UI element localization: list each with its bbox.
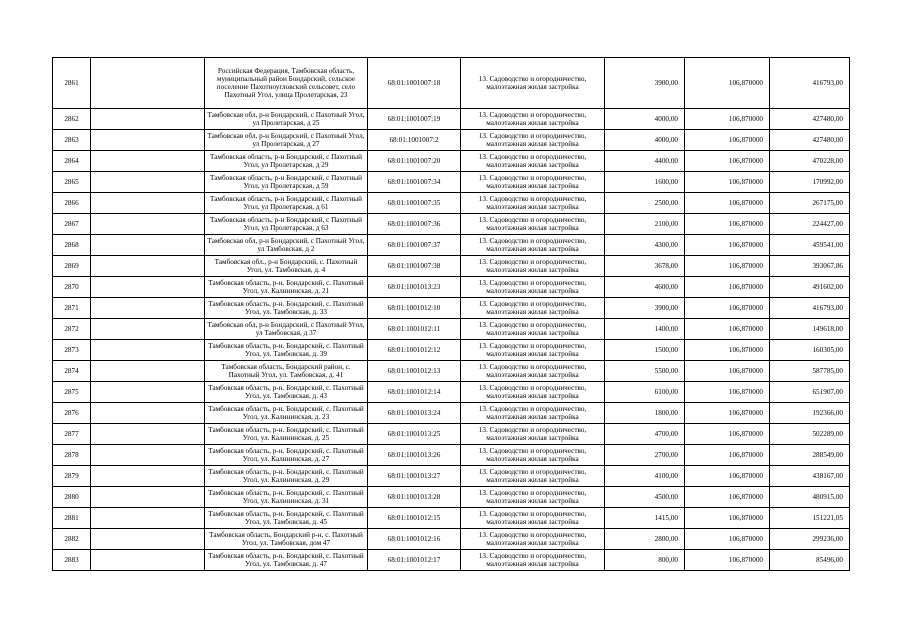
area-cell: 4100,00 bbox=[605, 466, 685, 487]
blank-cell bbox=[91, 361, 205, 382]
specific-value-cell: 106,870000 bbox=[685, 508, 770, 529]
land-use-cell: 13. Садоводство и огородничество, малоэтажная жилая застройка bbox=[461, 529, 605, 550]
area-cell: 1415,00 bbox=[605, 508, 685, 529]
blank-cell bbox=[91, 193, 205, 214]
cadastral-value-cell: 393067,86 bbox=[770, 256, 850, 277]
address-cell: Тамбовская область, р-н. Бондарский, с. Пахотный Угол, ул. Калининская, д. 21 bbox=[205, 277, 368, 298]
specific-value-cell: 106,870000 bbox=[685, 445, 770, 466]
area-cell: 1800,00 bbox=[605, 403, 685, 424]
specific-value-cell: 106,870000 bbox=[685, 214, 770, 235]
specific-value-cell: 106,870000 bbox=[685, 340, 770, 361]
specific-value-cell: 106,870000 bbox=[685, 529, 770, 550]
land-use-cell: 13. Садоводство и огородничество, малоэтажная жилая застройка bbox=[461, 298, 605, 319]
cadastral-number-cell: 68:01:1001007:20 bbox=[368, 151, 461, 172]
area-cell: 800,00 bbox=[605, 550, 685, 571]
area-cell: 4000,00 bbox=[605, 130, 685, 151]
blank-cell bbox=[91, 529, 205, 550]
address-cell: Тамбовская обл, р-н Бондарский, с Пахотный Угол, ул Тамбовская, д 2 bbox=[205, 235, 368, 256]
blank-cell bbox=[91, 403, 205, 424]
table-row bbox=[53, 58, 850, 109]
area-cell: 4500,00 bbox=[605, 487, 685, 508]
cadastral-number-cell: 68:01:1001012:16 bbox=[368, 529, 461, 550]
cadastral-number-cell: 68:01:1001013:28 bbox=[368, 487, 461, 508]
row-number-cell: 2879 bbox=[53, 466, 91, 487]
row-number-cell: 2865 bbox=[53, 172, 91, 193]
specific-value-cell: 106,870000 bbox=[685, 172, 770, 193]
area-cell: 1400,00 bbox=[605, 319, 685, 340]
specific-value-cell: 106,870000 bbox=[685, 298, 770, 319]
address-cell: Тамбовская область, р-н. Бондарский, с. Пахотный Угол, ул. Тамбовская, д. 47 bbox=[205, 550, 368, 571]
address-cell: Российская Федерация, Тамбовская область, муниципальный район Бондарский, сельское поселение Пахотноугловский сельсовет, село Пахотный Угол, улица Пролетарская, 23 bbox=[205, 58, 368, 109]
row-number-cell: 2876 bbox=[53, 403, 91, 424]
specific-value-cell: 106,870000 bbox=[685, 151, 770, 172]
row-number-cell: 2873 bbox=[53, 340, 91, 361]
cadastral-number-cell: 68:01:1001007:38 bbox=[368, 256, 461, 277]
cadastral-value-cell: 288549,00 bbox=[770, 445, 850, 466]
table-row bbox=[53, 151, 850, 172]
row-number-cell: 2880 bbox=[53, 487, 91, 508]
area-cell: 2700,00 bbox=[605, 445, 685, 466]
address-cell: Тамбовская область, р-н. Бондарский, с. Пахотный Угол, ул. Калининская, д. 29 bbox=[205, 466, 368, 487]
land-use-cell: 13. Садоводство и огородничество, малоэтажная жилая застройка bbox=[461, 151, 605, 172]
table-row bbox=[53, 340, 850, 361]
land-use-cell: 13. Садоводство и огородничество, малоэтажная жилая застройка bbox=[461, 466, 605, 487]
cadastral-number-cell: 68:01:1001013:26 bbox=[368, 445, 461, 466]
area-cell: 4600,00 bbox=[605, 277, 685, 298]
cadastral-value-cell: 416793,00 bbox=[770, 298, 850, 319]
cadastral-value-cell: 299236,00 bbox=[770, 529, 850, 550]
cadastral-value-table bbox=[52, 57, 850, 571]
land-use-cell: 13. Садоводство и огородничество, малоэтажная жилая застройка bbox=[461, 508, 605, 529]
cadastral-value-cell: 192366,00 bbox=[770, 403, 850, 424]
table-row bbox=[53, 424, 850, 445]
table-row bbox=[53, 235, 850, 256]
table-row bbox=[53, 130, 850, 151]
row-number-cell: 2872 bbox=[53, 319, 91, 340]
land-use-cell: 13. Садоводство и огородничество, малоэтажная жилая застройка bbox=[461, 487, 605, 508]
table-row bbox=[53, 298, 850, 319]
blank-cell bbox=[91, 151, 205, 172]
area-cell: 2500,00 bbox=[605, 193, 685, 214]
cadastral-value-cell: 85496,00 bbox=[770, 550, 850, 571]
address-cell: Тамбовская область, р-н. Бондарский, с. Пахотный Угол, ул. Тамбовская, д. 45 bbox=[205, 508, 368, 529]
specific-value-cell: 106,870000 bbox=[685, 130, 770, 151]
table-row bbox=[53, 109, 850, 130]
cadastral-value-cell: 502289,00 bbox=[770, 424, 850, 445]
table-row bbox=[53, 508, 850, 529]
specific-value-cell: 106,870000 bbox=[685, 487, 770, 508]
blank-cell bbox=[91, 319, 205, 340]
cadastral-number-cell: 68:01:1001007:18 bbox=[368, 58, 461, 109]
area-cell: 5500,00 bbox=[605, 361, 685, 382]
land-use-cell: 13. Садоводство и огородничество, малоэтажная жилая застройка bbox=[461, 319, 605, 340]
document-page bbox=[52, 57, 849, 571]
cadastral-value-cell: 151221,05 bbox=[770, 508, 850, 529]
blank-cell bbox=[91, 214, 205, 235]
blank-cell bbox=[91, 277, 205, 298]
blank-cell bbox=[91, 256, 205, 277]
address-cell: Тамбовская обл, р-н Бондарский, с Пахотный Угол, ул Пролетарская, д 27 bbox=[205, 130, 368, 151]
land-use-cell: 13. Садоводство и огородничество, малоэтажная жилая застройка bbox=[461, 193, 605, 214]
cadastral-number-cell: 68:01:1001007:37 bbox=[368, 235, 461, 256]
address-cell: Тамбовская область, Бондарский р-н, с. Пахотный Угол, ул. Тамбовская, дом 47 bbox=[205, 529, 368, 550]
specific-value-cell: 106,870000 bbox=[685, 424, 770, 445]
cadastral-number-cell: 68:01:1001007:34 bbox=[368, 172, 461, 193]
land-use-cell: 13. Садоводство и огородничество, малоэтажная жилая застройка bbox=[461, 58, 605, 109]
table-row bbox=[53, 172, 850, 193]
blank-cell bbox=[91, 298, 205, 319]
address-cell: Тамбовская область, р-н Бондарский, с Пахотный Угол, ул Пролетарская, д 59 bbox=[205, 172, 368, 193]
table-row bbox=[53, 466, 850, 487]
cadastral-number-cell: 68:01:1001007:2 bbox=[368, 130, 461, 151]
row-number-cell: 2877 bbox=[53, 424, 91, 445]
cadastral-number-cell: 68:01:1001007:35 bbox=[368, 193, 461, 214]
land-use-cell: 13. Садоводство и огородничество, малоэтажная жилая застройка bbox=[461, 403, 605, 424]
blank-cell bbox=[91, 172, 205, 193]
cadastral-number-cell: 68:01:1001012:17 bbox=[368, 550, 461, 571]
blank-cell bbox=[91, 424, 205, 445]
land-use-cell: 13. Садоводство и огородничество, малоэтажная жилая застройка bbox=[461, 361, 605, 382]
specific-value-cell: 106,870000 bbox=[685, 403, 770, 424]
address-cell: Тамбовская область, р-н. Бондарский, с. Пахотный Угол, ул. Тамбовская, д. 43 bbox=[205, 382, 368, 403]
area-cell: 4000,00 bbox=[605, 109, 685, 130]
cadastral-number-cell: 68:01:1001013:23 bbox=[368, 277, 461, 298]
table-row bbox=[53, 550, 850, 571]
blank-cell bbox=[91, 466, 205, 487]
area-cell: 1500,00 bbox=[605, 340, 685, 361]
cadastral-value-cell: 470228,00 bbox=[770, 151, 850, 172]
land-use-cell: 13. Садоводство и огородничество, малоэтажная жилая застройка bbox=[461, 256, 605, 277]
area-cell: 4300,00 bbox=[605, 235, 685, 256]
address-cell: Тамбовская область, р-н. Бондарский, с. Пахотный Угол, ул. Калининская, д. 27 bbox=[205, 445, 368, 466]
blank-cell bbox=[91, 487, 205, 508]
row-number-cell: 2863 bbox=[53, 130, 91, 151]
cadastral-number-cell: 68:01:1001012:13 bbox=[368, 361, 461, 382]
cadastral-value-cell: 459541,00 bbox=[770, 235, 850, 256]
address-cell: Тамбовская обл, р-н Бондарский, с Пахотный Угол, ул Тамбовская, д 37 bbox=[205, 319, 368, 340]
blank-cell bbox=[91, 340, 205, 361]
specific-value-cell: 106,870000 bbox=[685, 58, 770, 109]
specific-value-cell: 106,870000 bbox=[685, 277, 770, 298]
address-cell: Тамбовская обл., р-н Бондарский, с. Пахотный Угол, ул. Тамбовская, д. 4 bbox=[205, 256, 368, 277]
blank-cell bbox=[91, 445, 205, 466]
address-cell: Тамбовская область, р-н Бондарский, с Пахотный Угол, ул Пролетарская, д 29 bbox=[205, 151, 368, 172]
address-cell: Тамбовская область, р-н. Бондарский, с. Пахотный Угол, ул. Калининская, д. 23 bbox=[205, 403, 368, 424]
table-row bbox=[53, 382, 850, 403]
table-row bbox=[53, 193, 850, 214]
specific-value-cell: 106,870000 bbox=[685, 382, 770, 403]
land-use-cell: 13. Садоводство и огородничество, малоэтажная жилая застройка bbox=[461, 235, 605, 256]
address-cell: Тамбовская область, р-н. Бондарский, с. Пахотный Угол, ул. Тамбовская, д. 33 bbox=[205, 298, 368, 319]
row-number-cell: 2861 bbox=[53, 58, 91, 109]
row-number-cell: 2864 bbox=[53, 151, 91, 172]
row-number-cell: 2862 bbox=[53, 109, 91, 130]
cadastral-value-cell: 587785,00 bbox=[770, 361, 850, 382]
address-cell: Тамбовская обл, р-н Бондарский, с Пахотный Угол, ул Пролетарская, д 25 bbox=[205, 109, 368, 130]
area-cell: 1600,00 bbox=[605, 172, 685, 193]
land-use-cell: 13. Садоводство и огородничество, малоэтажная жилая застройка bbox=[461, 109, 605, 130]
table-row bbox=[53, 256, 850, 277]
blank-cell bbox=[91, 550, 205, 571]
address-cell: Тамбовская область, р-н Бондарский, с Пахотный Угол, ул Пролетарская, д 61 bbox=[205, 193, 368, 214]
cadastral-value-cell: 149618,00 bbox=[770, 319, 850, 340]
table-row bbox=[53, 445, 850, 466]
land-use-cell: 13. Садоводство и огородничество, малоэтажная жилая застройка bbox=[461, 382, 605, 403]
table-row bbox=[53, 361, 850, 382]
area-cell: 3678,00 bbox=[605, 256, 685, 277]
cadastral-value-cell: 480915,00 bbox=[770, 487, 850, 508]
area-cell: 2100,00 bbox=[605, 214, 685, 235]
area-cell: 2800,00 bbox=[605, 529, 685, 550]
specific-value-cell: 106,870000 bbox=[685, 235, 770, 256]
land-use-cell: 13. Садоводство и огородничество, малоэтажная жилая застройка bbox=[461, 424, 605, 445]
row-number-cell: 2868 bbox=[53, 235, 91, 256]
cadastral-number-cell: 68:01:1001012:10 bbox=[368, 298, 461, 319]
row-number-cell: 2874 bbox=[53, 361, 91, 382]
blank-cell bbox=[91, 382, 205, 403]
table-row bbox=[53, 487, 850, 508]
row-number-cell: 2881 bbox=[53, 508, 91, 529]
cadastral-value-cell: 438167,00 bbox=[770, 466, 850, 487]
table-row bbox=[53, 214, 850, 235]
land-use-cell: 13. Садоводство и огородничество, малоэтажная жилая застройка bbox=[461, 214, 605, 235]
cadastral-value-cell: 427480,00 bbox=[770, 109, 850, 130]
cadastral-number-cell: 68:01:1001012:11 bbox=[368, 319, 461, 340]
cadastral-value-cell: 491602,00 bbox=[770, 277, 850, 298]
specific-value-cell: 106,870000 bbox=[685, 550, 770, 571]
table-row bbox=[53, 529, 850, 550]
land-use-cell: 13. Садоводство и огородничество, малоэтажная жилая застройка bbox=[461, 130, 605, 151]
cadastral-number-cell: 68:01:1001007:19 bbox=[368, 109, 461, 130]
address-cell: Тамбовская область, р-н. Бондарский, с. Пахотный Угол, ул. Калининская, д. 25 bbox=[205, 424, 368, 445]
cadastral-number-cell: 68:01:1001013:25 bbox=[368, 424, 461, 445]
cadastral-value-cell: 224427,00 bbox=[770, 214, 850, 235]
address-cell: Тамбовская область, р-н. Бондарский, с. Пахотный Угол, ул. Калининская, д. 31 bbox=[205, 487, 368, 508]
land-use-cell: 13. Садоводство и огородничество, малоэтажная жилая застройка bbox=[461, 550, 605, 571]
blank-cell bbox=[91, 235, 205, 256]
row-number-cell: 2866 bbox=[53, 193, 91, 214]
blank-cell bbox=[91, 130, 205, 151]
land-use-cell: 13. Садоводство и огородничество, малоэтажная жилая застройка bbox=[461, 172, 605, 193]
specific-value-cell: 106,870000 bbox=[685, 109, 770, 130]
address-cell: Тамбовская область, р-н Бондарский, с Пахотный Угол, ул Пролетарская, д 63 bbox=[205, 214, 368, 235]
cadastral-value-cell: 651907,00 bbox=[770, 382, 850, 403]
land-use-cell: 13. Садоводство и огородничество, малоэтажная жилая застройка bbox=[461, 277, 605, 298]
blank-cell bbox=[91, 508, 205, 529]
row-number-cell: 2870 bbox=[53, 277, 91, 298]
row-number-cell: 2882 bbox=[53, 529, 91, 550]
cadastral-value-cell: 160305,00 bbox=[770, 340, 850, 361]
blank-cell bbox=[91, 58, 205, 109]
specific-value-cell: 106,870000 bbox=[685, 256, 770, 277]
area-cell: 3900,00 bbox=[605, 298, 685, 319]
area-cell: 3900,00 bbox=[605, 58, 685, 109]
area-cell: 6100,00 bbox=[605, 382, 685, 403]
specific-value-cell: 106,870000 bbox=[685, 361, 770, 382]
area-cell: 4700,00 bbox=[605, 424, 685, 445]
row-number-cell: 2871 bbox=[53, 298, 91, 319]
row-number-cell: 2878 bbox=[53, 445, 91, 466]
land-use-cell: 13. Садоводство и огородничество, малоэтажная жилая застройка bbox=[461, 340, 605, 361]
cadastral-value-cell: 267175,00 bbox=[770, 193, 850, 214]
table-row bbox=[53, 277, 850, 298]
table-row bbox=[53, 319, 850, 340]
cadastral-number-cell: 68:01:1001012:15 bbox=[368, 508, 461, 529]
row-number-cell: 2883 bbox=[53, 550, 91, 571]
row-number-cell: 2869 bbox=[53, 256, 91, 277]
cadastral-number-cell: 68:01:1001012:14 bbox=[368, 382, 461, 403]
specific-value-cell: 106,870000 bbox=[685, 193, 770, 214]
blank-cell bbox=[91, 109, 205, 130]
cadastral-number-cell: 68:01:1001013:24 bbox=[368, 403, 461, 424]
cadastral-value-cell: 170992,00 bbox=[770, 172, 850, 193]
cadastral-number-cell: 68:01:1001012:12 bbox=[368, 340, 461, 361]
row-number-cell: 2875 bbox=[53, 382, 91, 403]
cadastral-number-cell: 68:01:1001013:27 bbox=[368, 466, 461, 487]
cadastral-value-cell: 416793,00 bbox=[770, 58, 850, 109]
row-number-cell: 2867 bbox=[53, 214, 91, 235]
address-cell: Тамбовская область, р-н. Бондарский, с. Пахотный Угол, ул. Тамбовская, д. 39 bbox=[205, 340, 368, 361]
address-cell: Тамбовская область, Бондарский район, с. Пахотный Угол, ул. Тамбовская, д. 41 bbox=[205, 361, 368, 382]
table-row bbox=[53, 403, 850, 424]
cadastral-number-cell: 68:01:1001007:36 bbox=[368, 214, 461, 235]
cadastral-value-cell: 427480,00 bbox=[770, 130, 850, 151]
area-cell: 4400,00 bbox=[605, 151, 685, 172]
specific-value-cell: 106,870000 bbox=[685, 319, 770, 340]
land-use-cell: 13. Садоводство и огородничество, малоэтажная жилая застройка bbox=[461, 445, 605, 466]
specific-value-cell: 106,870000 bbox=[685, 466, 770, 487]
